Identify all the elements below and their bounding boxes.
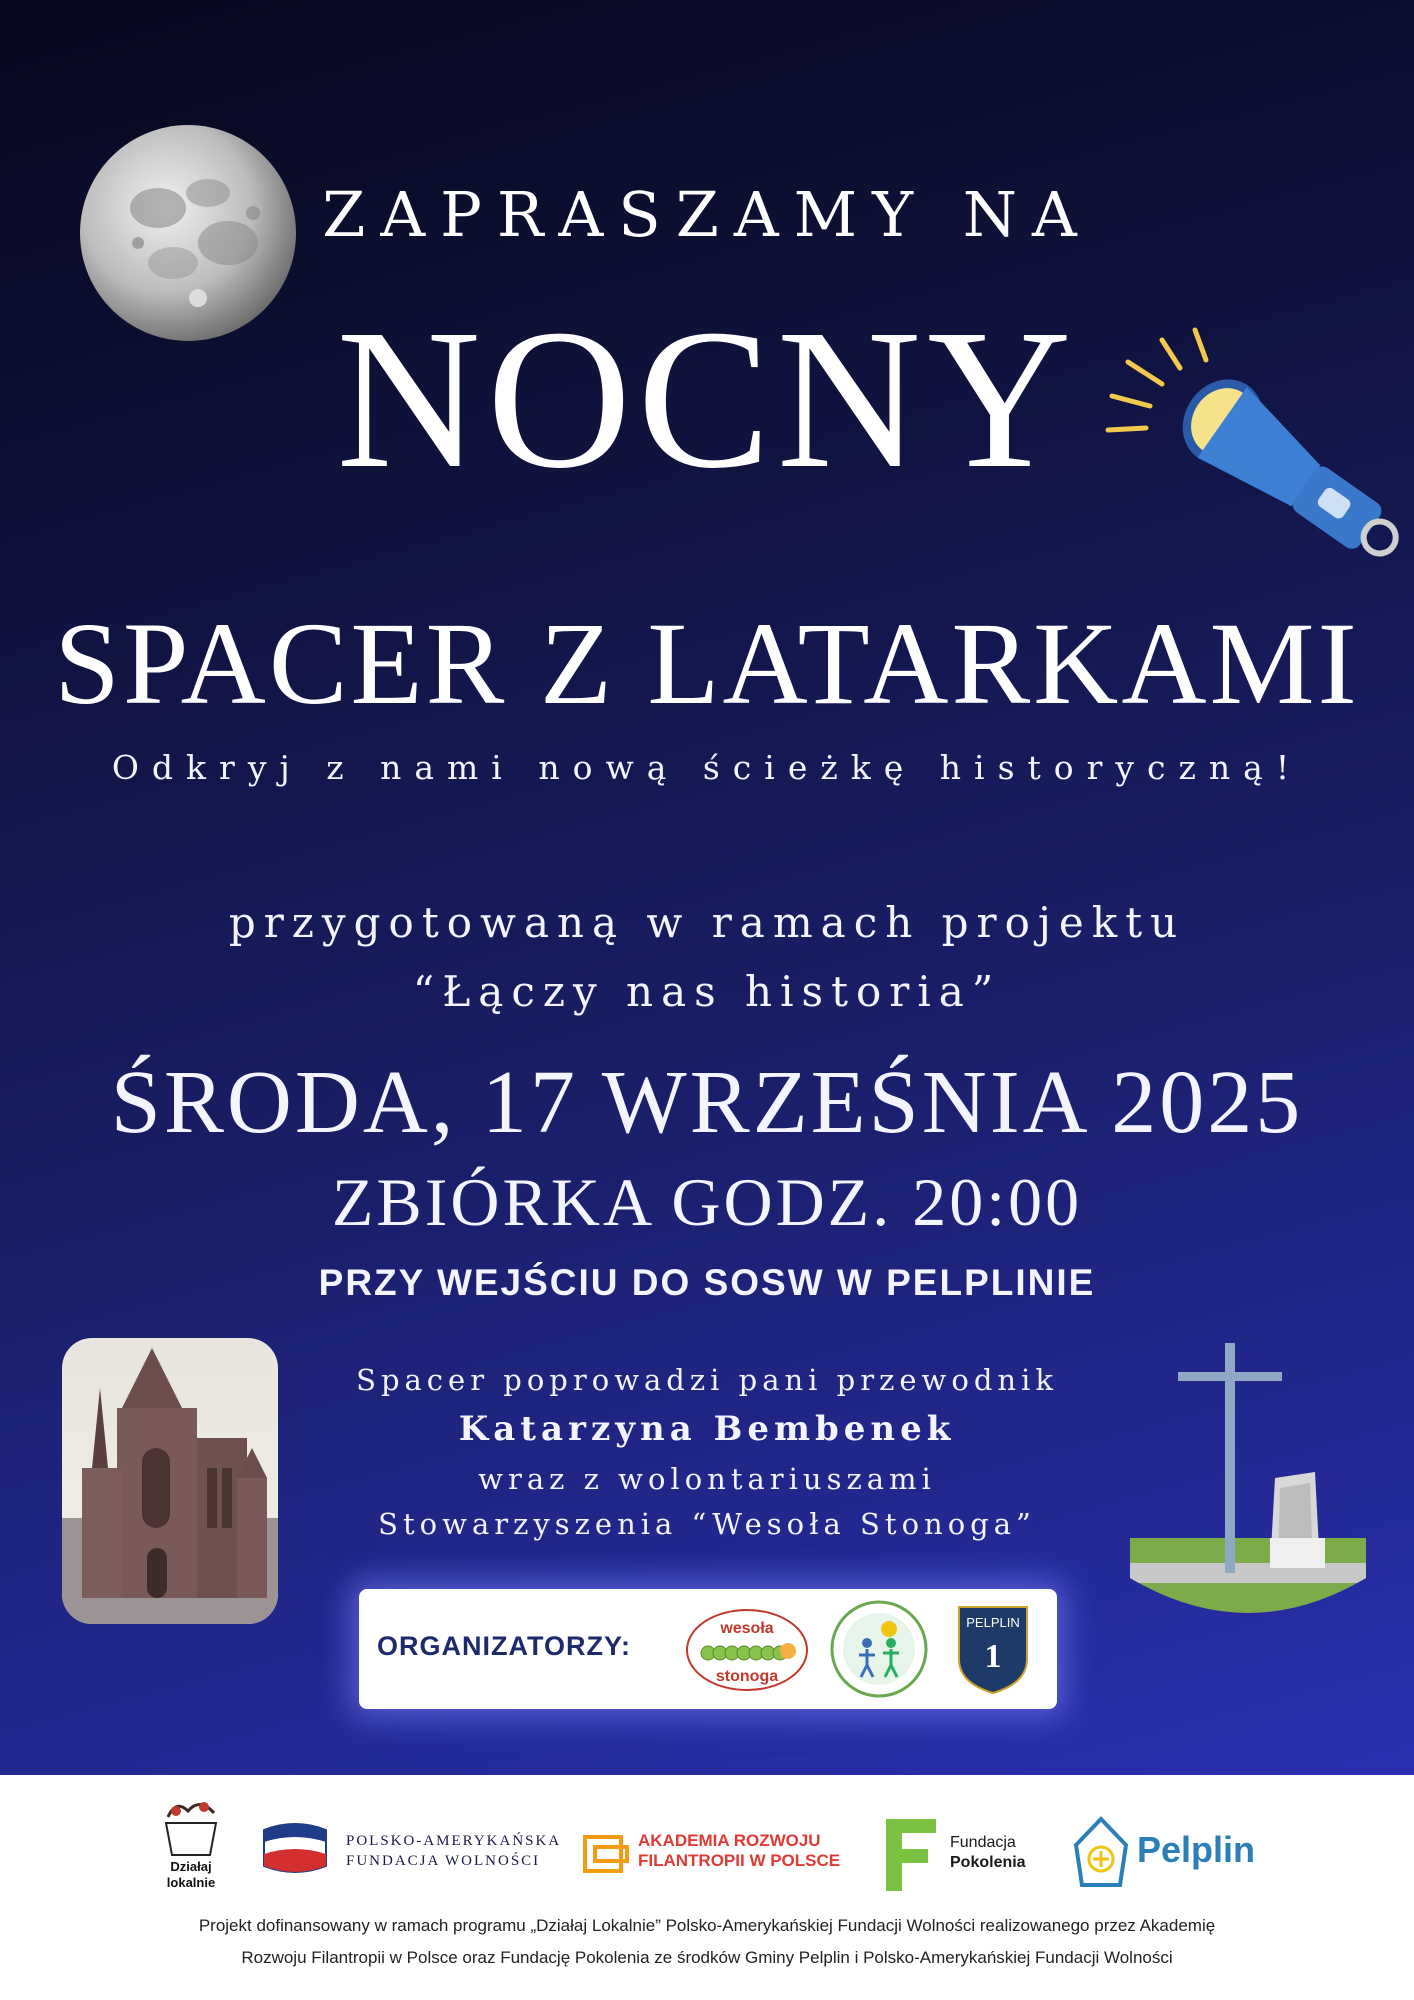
shield-logo-number: 1: [984, 1638, 1002, 1675]
dzialaj-logo-line2: lokalnie: [166, 1875, 216, 1890]
dzialaj-lokalnie-logo: [156, 1797, 226, 1897]
dzialaj-logo-line1: Działaj: [170, 1859, 212, 1874]
funding-note-line2: Rozwoju Filantropii w Polsce oraz Fundację Pokolenia ze środków Gminy Pelplin i Polsko-Amerykańskiej Fundacji Wolności: [241, 1948, 1173, 1967]
event-date: ŚRODA, 17 WRZEŚNIA 2025: [110, 1053, 1304, 1152]
event-tagline: Odkryj z nami nową ścieżkę historyczną!: [111, 748, 1303, 787]
arfp-line1: AKADEMIA ROZWOJU: [638, 1831, 821, 1850]
organizers-panel: [359, 1589, 1057, 1709]
event-place: PRZY WEJŚCIU DO SOSW W PELPLINIE: [318, 1262, 1096, 1303]
shield-logo-text: PELPLIN: [966, 1615, 1020, 1630]
event-time: ZBIÓRKA GODZ. 20:00: [331, 1164, 1083, 1240]
project-intro: przygotowaną w ramach projektu: [228, 898, 1186, 947]
fp-line1: Fundacja: [950, 1834, 1016, 1851]
event-title-line1: NOCNY: [336, 289, 1078, 510]
stonoga-logo-text-bottom: stonoga: [715, 1668, 779, 1685]
invitation-lead: ZAPRASZAMY NA: [322, 178, 1092, 251]
fundacja-pokolenia-text: [950, 1833, 1026, 1873]
cross-monument-photo: [1130, 1338, 1366, 1628]
fp-line2: Pokolenia: [950, 1854, 1026, 1871]
arfp-line2: FILANTROPII W POLSCE: [638, 1851, 841, 1870]
pafw-logo-text: [346, 1831, 561, 1871]
project-name: “Łączy nas historia”: [412, 967, 1002, 1016]
wesola-stonoga-logo: [684, 1607, 810, 1693]
pafw-line1: POLSKO-AMERYKAŃSKA: [346, 1833, 562, 1849]
guide-intro: Spacer poprowadzi pani przewodnik: [356, 1363, 1058, 1397]
guide-association: Stowarzyszenia “Wesoła Stonoga”: [378, 1507, 1036, 1541]
pafw-flag-icon: [262, 1820, 328, 1876]
organizers-label: ORGANIZATORZY:: [377, 1631, 631, 1661]
pelplin-gmina-text: Pelplin: [1137, 1829, 1256, 1870]
sosw-pelplin-logo: [829, 1599, 929, 1699]
pafw-line2: FUNDACJA WOLNOŚCI: [346, 1853, 541, 1869]
stonoga-logo-text-top: wesoła: [720, 1620, 774, 1637]
event-title-line2: SPACER Z LATARKAMI: [54, 598, 1360, 729]
guide-volunteers: wraz z wolontariuszami: [478, 1462, 936, 1496]
sponsors-footer: [0, 1775, 1414, 2000]
funding-note-line1: Projekt dofinansowany w ramach programu „Działaj Lokalnie” Polsko-Amerykańskiej Fundacji Wolności realizowanego przez Akademię: [198, 1916, 1216, 1935]
fundacja-pokolenia-icon: [882, 1815, 940, 1895]
pelplin-1-logo: [953, 1601, 1033, 1697]
arfp-logo-text: [638, 1831, 840, 1871]
pelplin-gmina-icon: [1070, 1815, 1132, 1895]
arfp-logo-icon: [583, 1835, 631, 1873]
guide-name: Katarzyna Bembenek: [458, 1409, 956, 1449]
